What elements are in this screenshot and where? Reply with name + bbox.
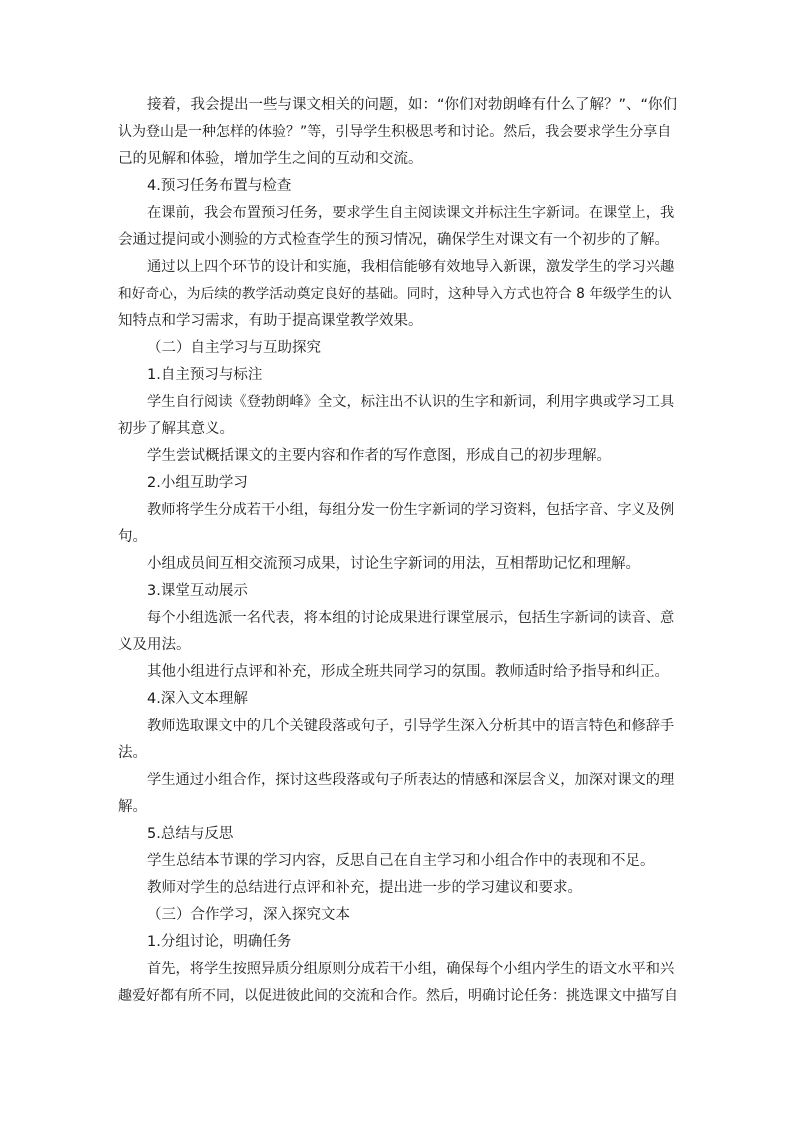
text-line: 在课前，我会布置预习任务，要求学生自主阅读课文并标注生字新词。在课堂上，我: [147, 205, 675, 221]
text-line: 学生尝试概括课文的主要内容和作者的写作意图，形成自己的初步理解。: [147, 448, 611, 464]
text-line: 趣爱好都有所不同，以促进彼此间的交流和合作。然后，明确讨论任务：挑选课文中描写自: [118, 988, 678, 1004]
text-line: 教师对学生的总结进行点评和补充，提出进一步的学习建议和要求。: [147, 880, 582, 896]
document-body: [118, 92, 678, 1010]
text-line: 认为登山是一种怎样的体验？”等，引导学生积极思考和讨论。然后，我会要求学生分享自: [118, 124, 672, 140]
text-line: 4.深入文本理解: [147, 691, 248, 707]
text-line: 学生通过小组合作，探讨这些段落或句子所表达的情感和深层含义，加深对课文的理: [147, 772, 675, 788]
text-line: 小组成员间互相交流预习成果，讨论生字新词的用法，互相帮助记忆和理解。: [147, 556, 640, 572]
text-line: 5.总结与反思: [147, 826, 234, 842]
text-line: 义及用法。: [118, 637, 191, 653]
text-line: 学生总结本节课的学习内容，反思自己在自主学习和小组合作中的表现和不足。: [147, 853, 655, 869]
text-line: 学生自行阅读《登勃朗峰》全文，标注出不认识的生字和新词，利用字典或学习工具: [147, 394, 675, 410]
text-line: 每个小组选派一名代表，将本组的讨论成果进行课堂展示，包括生字新词的读音、意: [147, 610, 675, 626]
text-line: 句。: [118, 529, 147, 545]
text-line: （二）自主学习与互助探究: [147, 340, 321, 356]
text-line: 1.自主预习与标注: [147, 367, 263, 383]
text-line: 接着，我会提出一些与课文相关的问题，如：“你们对勃朗峰有什么了解？”、“你们: [147, 97, 678, 113]
text-line: 4.预习任务布置与检查: [147, 178, 292, 194]
text-line: 初步了解其意义。: [118, 421, 234, 437]
text-line: 解。: [118, 799, 147, 815]
text-line: 法。: [118, 745, 147, 761]
text-line: （三）合作学习，深入探究文本: [147, 907, 350, 923]
text-line: 1.分组讨论，明确任务: [147, 934, 292, 950]
text-line: 和好奇心，为后续的教学活动奠定良好的基础。同时，这种导入方式也符合 8 年级学生的认: [118, 286, 672, 302]
text-line: 首先，将学生按照异质分组原则分成若干小组，确保每个小组内学生的语文水平和兴: [147, 961, 675, 977]
text-line: 其他小组进行点评和补充，形成全班共同学习的氛围。教师适时给予指导和纠正。: [147, 664, 669, 680]
text-line: 己的见解和体验，增加学生之间的互动和交流。: [118, 151, 423, 167]
text-line: 知特点和学习需求，有助于提高课堂教学效果。: [118, 313, 423, 329]
text-line: 2.小组互助学习: [147, 475, 248, 491]
text-line: 会通过提问或小测验的方式检查学生的预习情况，确保学生对课文有一个初步的了解。: [118, 232, 669, 248]
text-line: 3.课堂互动展示: [147, 583, 248, 599]
text-line: 通过以上四个环节的设计和实施，我相信能够有效地导入新课，激发学生的学习兴趣: [147, 259, 675, 275]
text-line: 教师选取课文中的几个关键段落或句子，引导学生深入分析其中的语言特色和修辞手: [147, 718, 675, 734]
text-line: 教师将学生分成若干小组，每组分发一份生字新词的学习资料，包括字音、字义及例: [147, 502, 675, 518]
